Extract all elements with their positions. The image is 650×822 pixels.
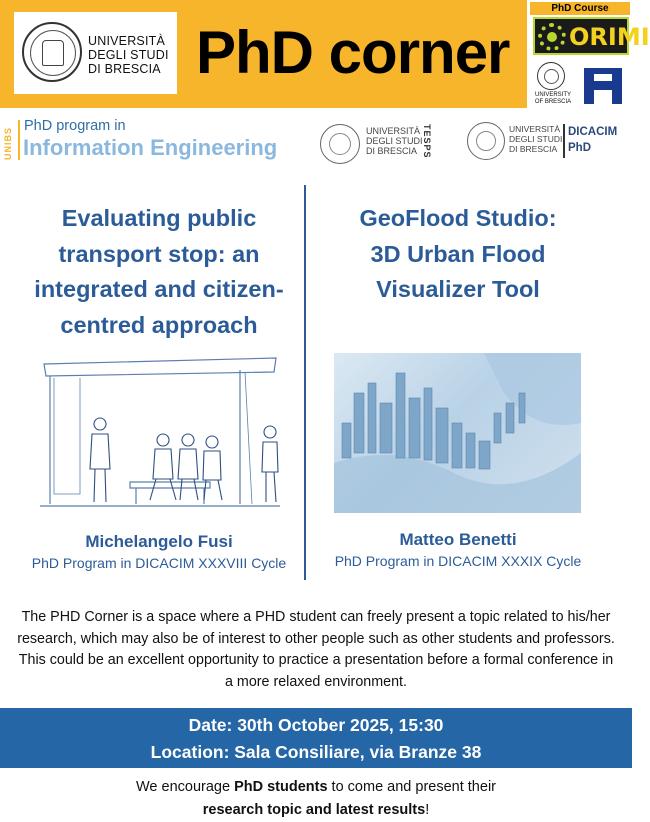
speaker-2-program: PhD Program in DICACIM XXXIX Cycle [334, 553, 582, 569]
city-buildings-icon [334, 353, 581, 513]
dicacim-logo-text: DICACIM PhD [568, 126, 618, 154]
footer-line-1: We encourage PhD students to come and present their [136, 779, 496, 795]
h-logo-icon [580, 64, 626, 108]
tesps-seal-icon [320, 124, 360, 164]
dicacim-divider [563, 124, 565, 158]
program-line2: Information Engineering [23, 135, 278, 160]
university-seal-icon [22, 22, 82, 82]
city-3d-render [334, 353, 581, 513]
small-university-name: UNIVERSITY OF BRESCIA [534, 92, 572, 105]
event-date: Date: 30th October 2025, 15:30 [188, 715, 444, 735]
unibs-tag: UNIBS [3, 126, 13, 160]
dicacim-university-name: UNIVERSITÀ DEGLI STUDI DI BRESCIA [509, 124, 563, 154]
gear-icon [538, 23, 566, 51]
orimi-label: ORIMI [569, 23, 650, 51]
event-description: The PHD Corner is a space where a PHD student can freely present a topic related to his/her research, which may also be of interest to other people such as other students and professors. This could be an excellent opportunity to practice a presentation before a formal conference in a more relaxed environment. [17, 609, 615, 690]
event-location: Location: Sala Consiliare, via Branze 38 [150, 742, 482, 762]
unibs-logo [14, 12, 177, 94]
university-seal-small-icon [537, 62, 565, 90]
speaker-1-program: PhD Program in DICACIM XXXVIII Cycle [31, 555, 287, 571]
program-divider [18, 120, 20, 160]
program-line1: PhD program in [24, 118, 126, 134]
speaker-1-name: Michelangelo Fusi [85, 532, 233, 551]
talks-divider [304, 185, 306, 580]
talk-1-title: Evaluating public transport stop: an integrated and citizen- centred approach [34, 205, 284, 338]
tesps-label: TESPS [422, 124, 432, 159]
talk-2-title: GeoFlood Studio: 3D Urban Flood Visualizer Tool [359, 205, 557, 302]
university-name: UNIVERSITÀ DEGLI STUDI DI BRESCIA [88, 34, 169, 76]
bus-shelter-illustration [40, 354, 280, 516]
tesps-university-name: UNIVERSITÀ DEGLI STUDI DI BRESCIA [366, 126, 423, 156]
dicacim-seal-icon [467, 122, 505, 160]
orimi-logo [533, 17, 650, 55]
phd-course-label: PhD Course [530, 2, 630, 15]
footer-line-2: research topic and latest results! [202, 802, 430, 818]
speaker-2-name: Matteo Benetti [399, 530, 517, 549]
page-title: PhD corner [196, 19, 510, 86]
